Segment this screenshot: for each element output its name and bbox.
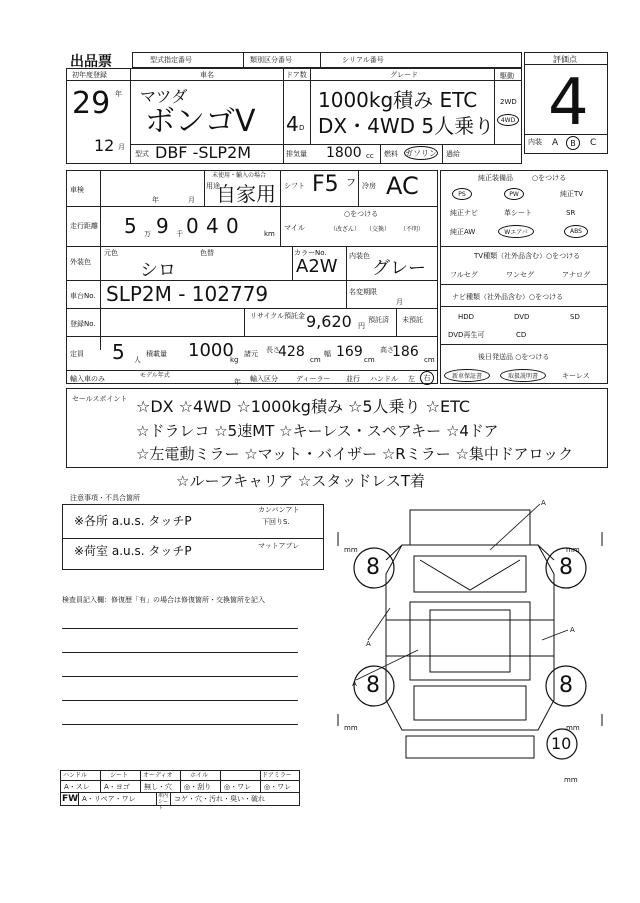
import-note: 未使用・輸入の場合: [212, 172, 267, 179]
shift-mark: フ: [346, 178, 356, 189]
cond-val-handle: A・スレ: [64, 783, 90, 791]
tread-front-right: 8: [559, 555, 573, 580]
designation-label: 型式指定番号: [150, 56, 192, 64]
color-change-label: 色替: [200, 249, 214, 257]
sales-points-label: セールスポイント: [72, 395, 128, 403]
model-name: ボンゴV: [145, 104, 256, 139]
equip-pw: PW: [504, 188, 524, 200]
chassis-label: 車台No.: [70, 292, 96, 300]
doors-label: ドア数: [286, 71, 307, 79]
import-only-label: 輸入車のみ: [70, 375, 105, 383]
dims-label: 諸元: [244, 350, 258, 358]
mm-rear-right: mm: [566, 724, 580, 732]
grade-label: グレード: [390, 71, 418, 79]
shift-label: シフト: [284, 182, 305, 190]
orig-color-label: 元色: [104, 249, 118, 257]
displacement-unit: cc: [366, 152, 374, 160]
doors-suffix: D: [299, 124, 305, 132]
note-1: ※各所 a.u.s. タッチP: [74, 514, 192, 528]
mileage-tampered: （改ざん）: [330, 226, 361, 233]
height-value: 186: [392, 344, 419, 360]
drive-2wd: 2WD: [500, 98, 517, 106]
displacement-label: 排気量: [286, 150, 307, 158]
note-2: ※荷室 a.u.s. タッチP: [74, 544, 192, 558]
tread-spare: 10: [551, 734, 572, 753]
parallel-label: 並行: [346, 375, 360, 383]
navi-dvd-play: DVD再生可: [448, 331, 485, 339]
equip-sr: SR: [566, 209, 576, 217]
first-reg-month: 12: [94, 136, 115, 155]
cond-head-handle: ハンドル: [63, 772, 88, 779]
mileage-unit-km: km: [264, 230, 275, 238]
cond-head-audio: オーディオ: [143, 772, 173, 779]
height-label: 高さ: [380, 346, 394, 354]
drive-4wd: 4WD: [497, 114, 519, 126]
mileage-unit-sen: 千: [176, 230, 183, 238]
inspection-label: 車検: [70, 186, 84, 194]
month-suffix: 月: [118, 143, 125, 151]
sheet-title: 出品票: [70, 54, 112, 70]
year-suffix: 年: [115, 90, 122, 98]
navi-type-title: ナビ種類（社外品含む）○をつける: [452, 293, 564, 301]
ac-value: AC: [386, 172, 419, 200]
mileage-digit-4: 4: [206, 214, 219, 238]
doors-value: 4: [286, 112, 299, 136]
sales-line-1: ☆DX ☆4WD ☆1000kg積み ☆5人乗り ☆ETC: [136, 397, 471, 416]
navi-sd: SD: [570, 313, 580, 321]
tread-rear-right: 8: [559, 673, 573, 698]
mileage-unknown: （不明）: [400, 226, 425, 233]
import-type-value: ディーラー: [296, 375, 331, 383]
length-unit: cm: [310, 356, 321, 364]
cond-fw-label: FW: [62, 794, 79, 804]
name-change-label: 名変期限: [349, 288, 377, 296]
damage-mark-a2: A: [570, 626, 575, 634]
capacity-value: 5: [112, 340, 125, 364]
ac-label: 冷房: [362, 182, 376, 190]
interior-grade-c: C: [590, 138, 597, 148]
drive-label: 駆動: [500, 72, 514, 80]
equip-tv: 純正TV: [560, 190, 584, 198]
tread-rear-left: 8: [366, 673, 380, 698]
import-type-label: 輸入区分: [250, 375, 278, 383]
interior-grade-b: B: [566, 136, 580, 150]
color-no-label: カラーNo.: [294, 249, 327, 257]
grade-line2: DX・4WD 5人乗り: [318, 114, 495, 138]
fuel-value: ガソリン: [404, 146, 438, 160]
serial-label: シリアル番号: [342, 56, 384, 64]
width-label: 幅: [324, 350, 331, 358]
damage-mark-a4: A: [352, 680, 357, 688]
mile-option: マイル: [284, 224, 305, 232]
recycle-label: リサイクル預託金: [250, 312, 306, 320]
navi-dvd: DVD: [514, 313, 530, 321]
navi-cd: CD: [516, 331, 527, 339]
reg-no-label: 登録No.: [70, 320, 96, 328]
cond-val-wheel: ◎・刮り: [184, 783, 212, 791]
mileage-unit-man: 万: [144, 230, 151, 238]
mm-front-left: mm: [344, 546, 358, 554]
equip-aw: 純正AW: [450, 228, 476, 236]
capacity-label: 定員: [70, 350, 84, 358]
handle-left: 左: [408, 375, 415, 383]
int-color-label: 内装色: [349, 252, 370, 260]
displacement-value: 1800: [326, 145, 362, 161]
inspector-label: 検査員記入欄：修復歴「有」の場合は修復箇所・交換箇所を記入: [62, 596, 265, 604]
inspection-month: 月: [188, 196, 195, 204]
damage-mark-a1: A: [541, 499, 546, 507]
note-2-detail: マットアブレ: [258, 542, 300, 550]
ext-color-value: シロ: [140, 260, 176, 281]
mileage-digit-2: 9: [156, 214, 169, 238]
fuel-label: 燃料: [384, 150, 398, 158]
mileage-replaced: （交換）: [366, 226, 391, 233]
type-value: DBF -SLP2M: [155, 143, 252, 162]
recycle-value: 9,620: [306, 312, 352, 331]
interior-label: 内装: [528, 138, 542, 146]
turbo-label: 過給: [446, 150, 460, 158]
cond-fw-value: A・リペア・ワレ: [82, 795, 136, 803]
later-warranty: 新車保証書: [444, 369, 490, 382]
equip-leather: 革シート: [504, 209, 532, 217]
chassis-value: SLP2M - 102779: [106, 282, 269, 306]
type-label: 型式: [135, 150, 149, 158]
tv-fullseg: フルセグ: [450, 271, 478, 279]
not-deposited-label: 未預託: [402, 316, 423, 324]
load-value: 1000: [188, 340, 234, 361]
shift-value: F5: [312, 172, 339, 197]
length-value: 428: [278, 344, 305, 360]
first-reg-label: 初年度登録: [72, 71, 107, 79]
inspection-year: 年: [152, 196, 159, 204]
cond-head-wheel: ホイル: [190, 772, 209, 779]
first-reg-year: 29: [72, 86, 111, 121]
mm-rear-left: mm: [344, 724, 358, 732]
sales-line-2: ☆ドラレコ ☆5速MT ☆キーレス・スペアキー ☆4ドア: [136, 422, 499, 440]
handle-right: 右: [420, 371, 434, 385]
tv-oneseg: ワンセグ: [506, 271, 534, 279]
score-label: 評価点: [553, 55, 577, 64]
mileage-digit-1: 5: [124, 214, 137, 238]
tread-front-left: 8: [366, 555, 380, 580]
equip-navi: 純正ナビ: [450, 209, 478, 217]
load-unit: kg: [230, 356, 239, 364]
mm-spare: mm: [564, 776, 578, 784]
class-label: 類別区分番号: [250, 56, 292, 64]
cond-seat-label: 車内シート: [158, 793, 169, 811]
equip-abs: ABS: [564, 225, 588, 238]
mm-front-right: mm: [566, 546, 580, 554]
navi-hdd: HDD: [458, 313, 475, 321]
cond-head-seat: シート: [110, 772, 129, 779]
use-value: 自家用: [216, 182, 276, 206]
width-value: 169: [336, 344, 363, 360]
equipment-title: 純正装備品: [478, 174, 513, 182]
mileage-digit-5: 0: [226, 214, 239, 238]
cond-val-mirror-l: ◎・ワレ: [224, 783, 252, 791]
vehicle-damage-diagram: [330, 490, 620, 790]
model-label: 車名: [200, 71, 214, 79]
grade-line1: 1000kg積み ETC: [318, 88, 478, 112]
recycle-unit: 円: [358, 322, 365, 330]
height-unit: cm: [424, 356, 435, 364]
length-label: 長さ: [266, 346, 280, 354]
later-items-title: 後日発送品 ○をつける: [478, 353, 550, 361]
notes-label: 注意事項・不具合箇所: [70, 494, 140, 502]
cond-val-seat: A・ヨゴ: [104, 783, 130, 791]
ext-color-label: 外装色: [70, 258, 91, 266]
damage-mark-a3: A: [366, 640, 371, 648]
equip-airbag: Wエアバ: [498, 225, 534, 238]
mileage-digit-3: 0: [186, 214, 199, 238]
mileage-mark-note: ○をつける: [344, 210, 379, 218]
later-keyless: キーレス: [562, 372, 590, 380]
equip-ps: PS: [452, 188, 472, 200]
handle-label: ハンドル: [370, 375, 398, 383]
model-year-label: モデル年式: [140, 372, 170, 379]
load-label: 積載量: [146, 350, 167, 358]
use-label: 用途: [206, 182, 220, 190]
score-value: 4: [548, 66, 589, 140]
color-no-value: A2W: [296, 256, 338, 277]
capacity-unit: 人: [134, 356, 141, 364]
model-year-suffix: 年: [234, 378, 241, 386]
equipment-mark-note: ○をつける: [532, 174, 567, 182]
cond-seat-value: コゲ・穴・汚れ・臭い・破れ: [174, 795, 265, 803]
sales-line-4: ☆ルーフキャリア ☆スタッドレスT着: [176, 472, 426, 490]
name-change-month: 月: [396, 298, 403, 306]
cond-head-mirror: ドアミラー: [262, 772, 292, 779]
interior-grade-a: A: [552, 138, 559, 148]
cond-val-audio: 無し・穴: [144, 783, 172, 791]
tv-analog: アナログ: [562, 271, 590, 279]
sales-line-3: ☆左電動ミラー ☆マット・バイザー ☆Rミラー ☆集中ドアロック: [136, 445, 574, 463]
tv-type-title: TV種類（社外品含む）○をつける: [474, 252, 581, 260]
int-color-value: グレー: [372, 258, 426, 279]
width-unit: cm: [364, 356, 375, 364]
maker-name: マツダ: [140, 87, 188, 106]
mileage-label: 走行距離: [70, 222, 98, 230]
deposited-label: 預託済: [368, 316, 389, 324]
later-manual: 取扱説明書: [500, 369, 546, 382]
note-1-detail-a: カンバンアト: [258, 506, 300, 514]
cond-val-mirror-r: ◎・ワレ: [264, 783, 292, 791]
note-1-detail-b: 下回りS.: [262, 518, 290, 526]
